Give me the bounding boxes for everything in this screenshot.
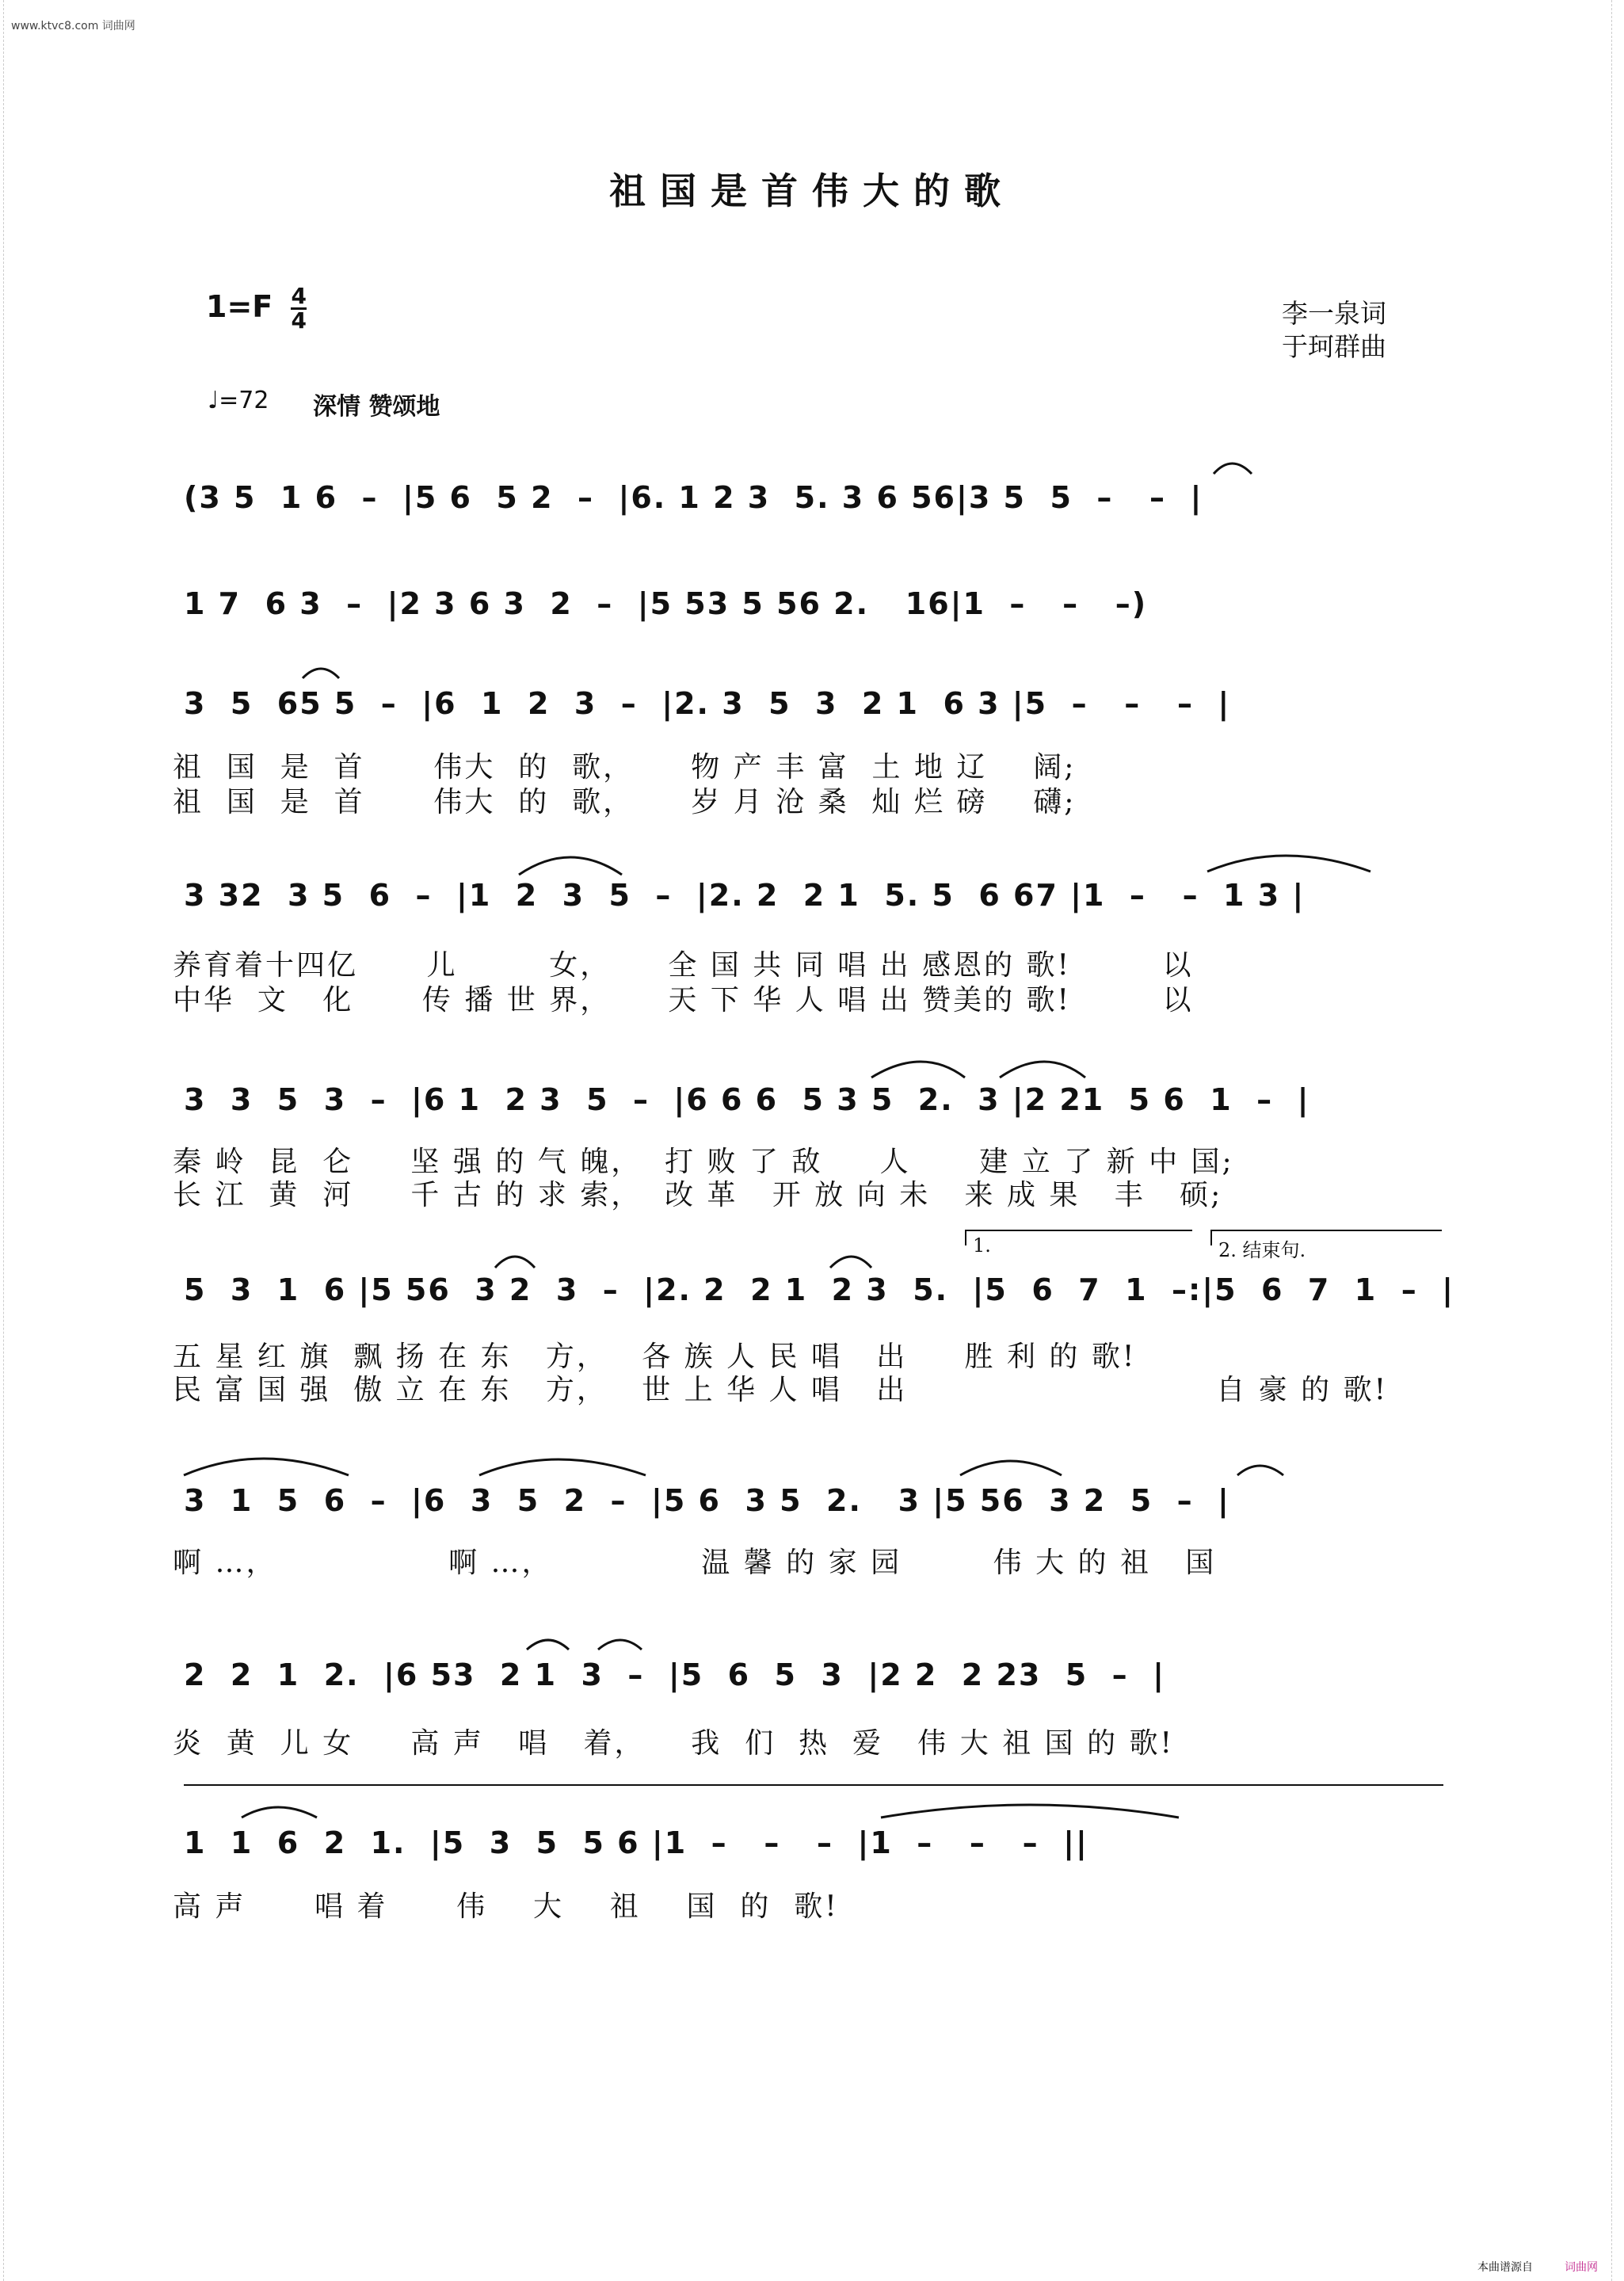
composer-credit: 于珂群曲 xyxy=(1282,331,1386,362)
first-ending-label: 1. xyxy=(973,1234,991,1257)
lyrics-row-4-verse-1: 养育着十四亿 儿 女， 全 国 共 同 唱 出 感恩的 歌! 以 xyxy=(173,949,1194,982)
tempo-mark: ♩=72 xyxy=(208,387,269,414)
slur xyxy=(960,1461,1062,1475)
notation-row-1: (3 5 1 6 – |5 6 5 2 – |6. 1 2 3 5. 3 6 56|3 5 5 – – | xyxy=(184,480,1203,515)
slur xyxy=(1237,1466,1283,1475)
slur xyxy=(184,1459,349,1475)
lyrics-row-4-verse-2: 中华 文 化 传 播 世 界， 天 下 华 人 唱 出 赞美的 歌! 以 xyxy=(173,984,1194,1017)
lyricist-credit: 李一泉词 xyxy=(1282,298,1386,329)
time-top: 4 xyxy=(291,283,307,309)
lyrics-row-8: 炎 黄 儿 女 高 声 唱 着， 我 们 热 爱 伟 大 祖 国 的 歌! xyxy=(173,1727,1174,1760)
slur xyxy=(495,1257,535,1268)
lyrics-row-5-verse-2: 长 江 黄 河 千 古 的 求 索， 改 革 开 放 向 未 来 成 果 丰 硕; xyxy=(173,1179,1223,1211)
lyrics-row-6-verse-1: 五 星 红 旗 飘 扬 在 东 方， 各 族 人 民 唱 出 胜 利 的 歌! xyxy=(173,1341,1137,1373)
slur xyxy=(479,1459,646,1475)
expression-mark: 深情 赞颂地 xyxy=(313,393,440,421)
notation-row-4: 3 32 3 5 6 – |1 2 3 5 – |2. 2 2 1 5. 5 6 67 |1 – – 1 3 | xyxy=(184,878,1306,913)
notation-row-5: 3 3 5 3 – |6 1 2 3 5 – |6 6 6 5 3 5 2. 3 |2 21 5 6 1 – | xyxy=(184,1082,1310,1117)
slur xyxy=(871,1062,965,1078)
slur xyxy=(830,1257,871,1268)
slur xyxy=(527,1640,569,1650)
lyrics-row-6-verse-2: 民 富 国 强 傲 立 在 东 方， 世 上 华 人 唱 出 自 豪 的 歌! xyxy=(173,1374,1389,1406)
notation-row-3: 3 5 65 5 – |6 1 2 3 – |2. 3 5 3 2 1 6 3 |5 – – – | xyxy=(184,686,1231,721)
time-bottom: 4 xyxy=(291,307,307,334)
notation-row-6: 5 3 1 6 |5 56 3 2 3 – |2. 2 2 1 2 3 5. |5 6 7 1 –:|5 6 7 1 – | xyxy=(184,1272,1455,1307)
site-header: www.ktvc8.com 词曲网 xyxy=(11,20,135,32)
slur xyxy=(1214,463,1252,474)
slur xyxy=(1000,1062,1085,1078)
footer-site: 词曲网 xyxy=(1565,2261,1598,2274)
slur xyxy=(303,669,339,678)
second-ending-label: 2. 结束句. xyxy=(1218,1239,1306,1261)
notation-row-2: 1 7 6 3 – |2 3 6 3 2 – |5 53 5 56 2. 16|1 – – –) xyxy=(184,586,1148,621)
lyrics-row-3-verse-2: 祖 国 是 首 伟大 的 歌， 岁 月 沧 桑 灿 烂 磅 礴; xyxy=(173,786,1077,818)
song-title: 祖国是首伟大的歌 xyxy=(609,170,1015,212)
lyrics-row-9: 高 声 唱 着 伟 大 祖 国 的 歌! xyxy=(173,1890,839,1923)
footer-source: 本曲谱源自 xyxy=(1477,2261,1533,2274)
notation-row-7: 3 1 5 6 – |6 3 5 2 – |5 6 3 5 2. 3 |5 56 3 2 5 – | xyxy=(184,1483,1230,1518)
key-text: 1=F xyxy=(206,289,273,324)
notation-row-8: 2 2 1 2. |6 53 2 1 3 – |5 6 5 3 |2 2 2 23 5 – | xyxy=(184,1657,1166,1692)
notation-row-9: 1 1 6 2 1. |5 3 5 5 6 |1 – – – |1 – – – || xyxy=(184,1825,1088,1860)
lyrics-row-7: 啊 …， 啊 …， 温 馨 的 家 园 伟 大 的 祖 国 xyxy=(173,1547,1217,1579)
slur xyxy=(1207,856,1370,872)
slur xyxy=(519,857,622,875)
lyrics-row-5-verse-1: 秦 岭 昆 仑 坚 强 的 气 魄， 打 败 了 敌 人 建 立 了 新 中 国; xyxy=(173,1146,1234,1178)
lyrics-row-3-verse-1: 祖 国 是 首 伟大 的 歌， 物 产 丰 富 土 地 辽 阔; xyxy=(173,751,1077,784)
slur xyxy=(598,1640,642,1650)
slur xyxy=(881,1805,1179,1818)
slur xyxy=(242,1807,317,1818)
